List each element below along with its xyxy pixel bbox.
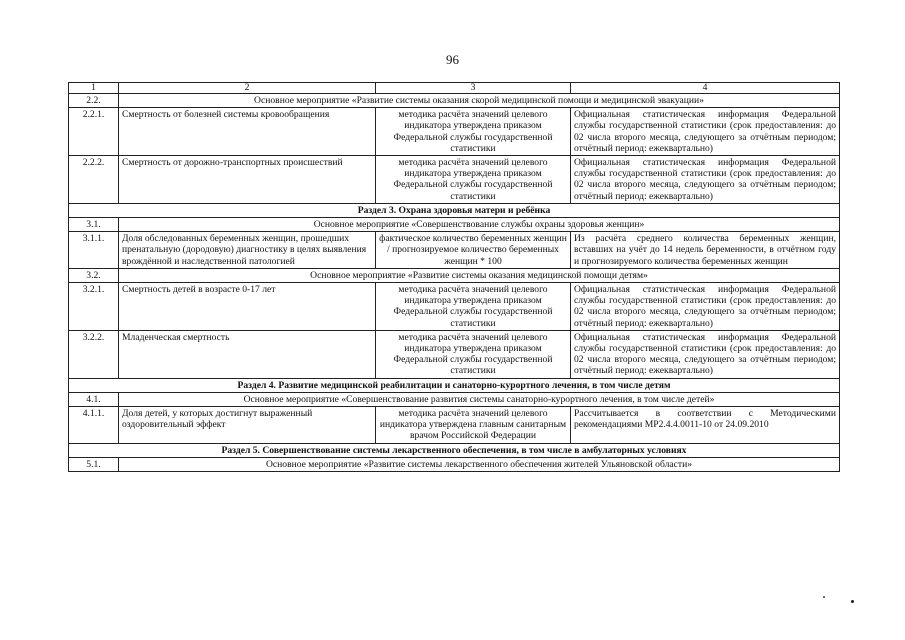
calculation-method: методика расчёта значений целевого индикатора утверждена приказом Федеральной службы государственной статистики [376,156,571,204]
row-number: 3.2.1. [69,283,119,331]
row-number: 2.2.2. [69,156,119,204]
activity-title: Основное мероприятие «Совершенствование службы охраны здоровья женщин» [119,218,840,232]
row-number: 3.1. [69,218,119,232]
calculation-method: методика расчёта значений целевого индикатора утверждена приказом Федеральной службы государственной статистики [376,283,571,331]
header-cell: 4 [571,83,840,94]
activity-row [69,94,840,108]
indicator-table [68,82,840,472]
indicator-row [69,283,840,331]
data-source: Официальная статистическая информация Федеральной службы государственной статистики (срок предоставления: до 02 числа второго месяца, следующего за отчётным периодом; отчётный период: ежеквартально) [571,156,840,204]
data-source: Официальная статистическая информация Федеральной службы государственной статистики (срок предоставления: до 02 числа второго месяца, следующего за отчётным периодом; отчётный период: ежеквартально) [571,330,840,378]
section-row [69,443,840,457]
row-number: 3.2.2. [69,330,119,378]
calculation-method: методика расчёта значений целевого индикатора утверждена главным санитарным врачом Российской Федерации [376,407,571,444]
calculation-method: фактическое количество беременных женщин / прогнозируемое количество беременных женщин * 100 [376,232,571,269]
row-number: 3.1.1. [69,232,119,269]
table-header-row [69,83,840,94]
indicator-name: Смертность от дорожно-транспортных происшествий [119,156,376,204]
indicator-name: Доля обследованных беременных женщин, прошедших пренатальную (дородовую) диагностику в целях выявления врождённой и наследственной патологией [119,232,376,269]
row-number: 2.2.1. [69,108,119,156]
section-row [69,378,840,392]
activity-row [69,457,840,471]
row-number: 5.1. [69,457,119,471]
section-row [69,203,840,217]
indicator-row [69,108,840,156]
indicator-row [69,232,840,269]
data-source: Официальная статистическая информация Федеральной службы государственной статистики (срок предоставления: до 02 числа второго месяца, следующего за отчётным периодом; отчётный период: ежеквартально) [571,283,840,331]
header-cell: 2 [119,83,376,94]
activity-row [69,268,840,282]
indicator-row [69,407,840,444]
header-cell: 3 [376,83,571,94]
data-source: Рассчитывается в соответствии с Методическими рекомендациями МР2.4.4.0011-10 от 24.09.2010 [571,407,840,444]
scan-speck [823,596,825,598]
activity-title: Основное мероприятие «Развитие системы оказания медицинской помощи детям» [119,268,840,282]
calculation-method: методика расчёта значений целевого индикатора утверждена приказом Федеральной службы государственной статистики [376,108,571,156]
indicator-name: Младенческая смертность [119,330,376,378]
section-title: Раздел 3. Охрана здоровья матери и ребёнка [69,203,840,217]
indicator-row [69,156,840,204]
page-number: 96 [446,52,459,67]
row-number: 3.2. [69,268,119,282]
section-title: Раздел 5. Совершенствование системы лекарственного обеспечения, в том числе в амбулаторных условиях [69,443,840,457]
row-number: 4.1. [69,392,119,406]
calculation-method: методика расчёта значений целевого индикатора утверждена приказом Федеральной службы государственной статистики [376,330,571,378]
row-number: 4.1.1. [69,407,119,444]
table-body [69,83,840,472]
indicator-name: Смертность от болезней системы кровообращения [119,108,376,156]
data-source: Из расчёта среднего количества беременных женщин, вставших на учёт до 14 недель беременности, в отчётном году и прогнозируемого количества беременных женщин [571,232,840,269]
activity-title: Основное мероприятие «Развитие системы оказания скорой медицинской помощи и медицинской эвакуации» [119,94,840,108]
section-title: Раздел 4. Развитие медицинской реабилитации и санаторно-курортного лечения, в том числе детям [69,378,840,392]
activity-row [69,392,840,406]
scan-speck [851,600,854,603]
activity-title: Основное мероприятие «Развитие системы лекарственного обеспечения жителей Ульяновской области» [119,457,840,471]
indicator-name: Смертность детей в возрасте 0-17 лет [119,283,376,331]
indicator-row [69,330,840,378]
indicator-name: Доля детей, у которых достигнут выраженный оздоровительный эффект [119,407,376,444]
header-cell: 1 [69,83,119,94]
activity-title: Основное мероприятие «Совершенствование развития системы санаторно-курортного лечения, в том числе детей» [119,392,840,406]
row-number: 2.2. [69,94,119,108]
data-source: Официальная статистическая информация Федеральной службы государственной статистики (срок предоставления: до 02 числа второго месяца, следующего за отчётным периодом; отчётный период: ежеквартально) [571,108,840,156]
activity-row [69,218,840,232]
